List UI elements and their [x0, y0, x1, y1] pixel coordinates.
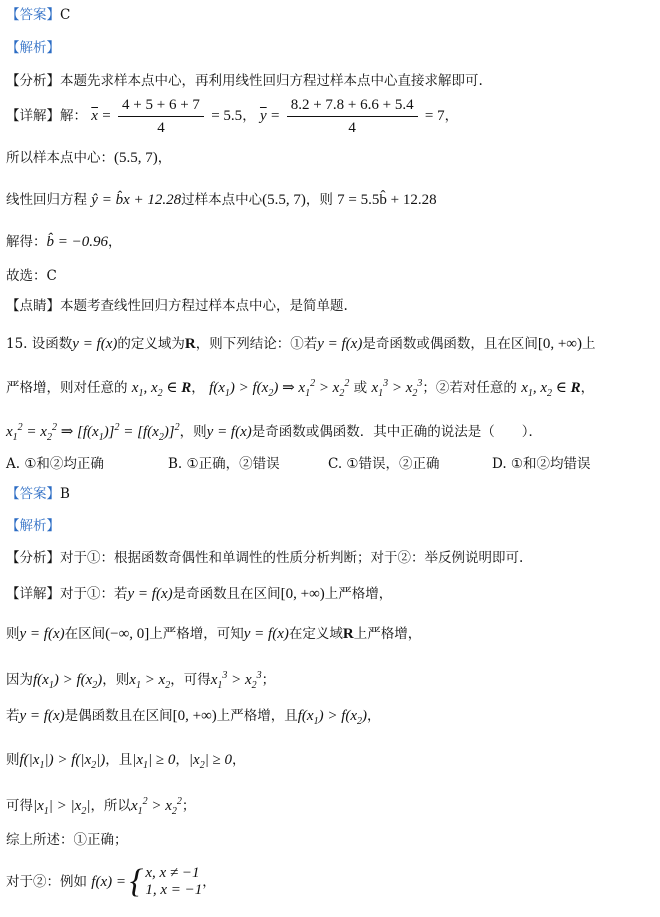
y-bar-denominator: 4	[348, 120, 356, 136]
detail-text: ，	[367, 708, 381, 724]
detail-text: ，可得	[170, 672, 211, 688]
math-inequality: $f(x_1) > f(x_2)$	[33, 672, 103, 691]
x-bar-fraction	[118, 96, 204, 137]
q14-detail-line: 【详解】解： $\overline{x}$ = $\frac{4 + 5 + 6 + 7}{4}$ = 5.5， $\overline{y}$ = $\frac{8.2 + 7.8 + 6.6 + 5.4}{4}$ = 7，	[6, 97, 459, 136]
stem-text: 上	[582, 336, 596, 352]
case-1: x, x ≠ −1	[145, 865, 200, 881]
detail-text: 上严格增，	[324, 586, 393, 602]
fenxi-text: 本题先求样本点中心，再利用线性回归方程过样本点中心直接求解即可.	[60, 73, 483, 89]
center-value: (5.5, 7)	[114, 150, 158, 166]
math-inequality: $x_1^3 > x_2^3$	[210, 670, 262, 691]
q15-detail-line-3	[6, 666, 654, 696]
detail-text: ，	[202, 874, 216, 890]
q14-choose-line	[6, 266, 654, 286]
detail-text: ，所以	[90, 798, 131, 814]
math-inequality: $x_1 > x_2$	[129, 672, 171, 691]
y-bar-fraction	[287, 96, 418, 137]
x-bar-symbol: $\overline{x}$	[91, 108, 98, 124]
analysis-tag: 【解析】	[6, 40, 60, 56]
math-fx: y = f(x)	[243, 626, 289, 642]
q15-detail-line-6	[6, 792, 654, 822]
math-interval: [0, +∞)	[172, 708, 217, 724]
stem-text: 是奇函数或偶函数．其中正确的说法是（ ）．	[251, 424, 543, 440]
math-cubes: $x_1^3 > x_2^3$	[371, 378, 423, 399]
equals-sign: =	[102, 108, 111, 124]
detail-text: 对于①：若	[60, 586, 128, 602]
stem-text: ；②若对任意的	[422, 380, 517, 396]
math-inequality: $|x_2| \ge 0$	[188, 752, 233, 771]
math-inequality: $f(x_1) > f(x_2)$	[297, 708, 368, 727]
q15-fenxi-line	[6, 548, 654, 568]
math-fx: y = f(x)	[127, 586, 173, 602]
math-fx: y = f(x)	[317, 336, 363, 352]
x-bar-denominator: 4	[157, 120, 165, 136]
center-text: 所以样本点中心：	[6, 150, 114, 166]
q15-detail-line-5	[6, 750, 654, 776]
answer-tag: 【答案】	[6, 7, 60, 23]
detail-text: ，则	[102, 672, 130, 688]
y-bar-result: = 7	[424, 108, 445, 124]
math-interval: [0, +∞)	[280, 586, 325, 602]
fenxi-text: 对于①：根据函数奇偶性和单调性的性质分析判断；对于②：举反例说明即可.	[60, 550, 524, 566]
q14-comment-line	[6, 296, 654, 316]
equals-sign: =	[270, 108, 280, 124]
stem-text: ，则	[179, 424, 207, 440]
regression-equation: ŷ = b̂x + 12.28	[91, 192, 182, 208]
detail-text: 因为	[6, 672, 33, 688]
x-bar-numerator: 4 + 5 + 6 + 7	[118, 96, 204, 117]
q14-answer-line	[6, 5, 654, 25]
detail-text: 是偶函数且在区间	[64, 708, 173, 724]
fenxi-tag: 【分析】	[6, 73, 60, 89]
option-c: C. ①错误，②正确	[328, 456, 440, 472]
math-x1x2: $x_1$, $x_2$ ∈ R	[521, 380, 581, 399]
q15-detail-line-1	[6, 584, 654, 604]
math-fx: y = f(x)	[72, 336, 118, 352]
detail-prefix: 解：	[60, 108, 87, 124]
detail-tag: 【详解】	[6, 586, 60, 602]
fenxi-tag: 【分析】	[6, 550, 60, 566]
math-inequality: $|x_1| \ge 0$	[132, 752, 176, 771]
detail-text: 上严格增，	[353, 626, 422, 642]
regression-text-b: 过样本点中心	[181, 192, 263, 208]
stem-text: 是奇函数或偶函数，且在区间	[362, 336, 538, 352]
piecewise-function	[91, 862, 202, 902]
answer-value: C	[60, 7, 71, 23]
math-square-implication: $x_1^2 = x_2^2$ ⇒ $[f(x_1)]^2 = [f(x_2)]^2$	[6, 422, 180, 443]
detail-tag: 【详解】	[6, 108, 60, 124]
stem-text: 严格增，则对任意的	[6, 380, 128, 396]
math-fx: y = f(x)	[206, 424, 252, 440]
option-a: A. ①和②均正确	[6, 456, 104, 472]
detail-text: 是奇函数且在区间	[172, 586, 281, 602]
detail-text: ；	[181, 798, 196, 814]
stem-text: ，则下列结论：①若	[195, 336, 318, 352]
comment-text: 本题考查线性回归方程过样本点中心，是简单题.	[60, 298, 348, 314]
detail-text: 若	[6, 708, 20, 724]
regression-point: (5.5, 7)	[262, 192, 306, 208]
q15-stem-line-3	[6, 418, 654, 448]
detail-text: 上严格增，可知	[149, 626, 244, 642]
q15-detail-line-8	[6, 862, 654, 902]
x-bar-result: = 5.5	[211, 108, 243, 124]
math-R: R	[342, 626, 354, 642]
q14-analysis-heading	[6, 38, 654, 58]
math-inequality: $f(|x_1|) > f(|x_2|)$	[19, 752, 106, 771]
detail-text: 综上所述：①正确；	[6, 832, 128, 848]
detail-text: ，且	[105, 752, 133, 768]
math-fx: y = f(x)	[19, 708, 65, 724]
detail-text: 则	[6, 752, 20, 768]
stem-text: 设函数	[31, 336, 73, 352]
detail-text: 在定义域	[288, 626, 343, 642]
solve-value: b̂ = −0.96	[46, 234, 108, 250]
stem-text: 或	[353, 380, 368, 396]
detail-text: ；	[261, 672, 276, 688]
math-R: R	[184, 336, 196, 352]
q15-analysis-heading	[6, 516, 654, 536]
analysis-tag: 【解析】	[6, 518, 60, 534]
math-x1x2: $x_1$, $x_2$ ∈ R	[131, 380, 192, 399]
q14-regression-line	[6, 190, 654, 210]
q15-detail-line-7	[6, 830, 654, 850]
math-interval: (−∞, 0]	[105, 626, 150, 642]
option-d: D. ①和②均错误	[492, 456, 591, 472]
comment-tag: 【点睛】	[6, 298, 60, 314]
left-brace-icon: {	[129, 863, 144, 900]
q14-solve-line: 解得：b̂ = −0.96，	[6, 234, 122, 250]
math-inequality: $|x_1| > |x_2|$	[33, 798, 91, 817]
detail-text: 在区间	[64, 626, 106, 642]
detail-text: 可得	[6, 798, 33, 814]
regression-text-a: 线性回归方程	[6, 192, 87, 208]
q15-answer-line	[6, 484, 654, 504]
q15-stem-line-1	[6, 334, 654, 354]
math-interval: [0, +∞)	[537, 336, 582, 352]
q14-fenxi-line	[6, 71, 654, 91]
option-b: B. ①正确，②错误	[168, 456, 280, 472]
question-number: 15.	[6, 336, 28, 352]
math-implication: $f(x_1) > f(x_2)$ ⇒ $x_1^2 > x_2^2$	[209, 378, 350, 399]
q15-detail-line-4	[6, 706, 654, 732]
case-2: 1, x = −1	[145, 882, 203, 898]
y-bar-numerator: 8.2 + 7.8 + 6.6 + 5.4	[287, 96, 418, 117]
y-bar-symbol: $\overline{y}$	[259, 108, 267, 124]
regression-text-c: ，则	[305, 192, 333, 208]
regression-substitution: 7 = 5.5b̂ + 12.28	[337, 192, 437, 208]
math-inequality: $x_1^2 > x_2^2$	[130, 796, 182, 817]
detail-text: 则	[6, 626, 20, 642]
math-fx: y = f(x)	[19, 626, 65, 642]
detail-text: ，	[232, 752, 246, 768]
math-fx: f(x) =	[91, 874, 130, 890]
q14-center-line: 所以样本点中心：(5.5, 7)，	[6, 150, 172, 166]
detail-text: 上严格增，且	[216, 708, 298, 724]
piecewise-cases	[145, 865, 202, 899]
stem-text: 的定义域为	[117, 336, 185, 352]
answer-tag: 【答案】	[6, 486, 60, 502]
solve-text: 解得：	[6, 234, 47, 250]
answer-value: B	[60, 486, 70, 502]
q15-detail-line-2	[6, 624, 654, 644]
detail-text: ，	[175, 752, 189, 768]
q15-stem-line-2: 严格增，则对任意的 $x_1$, $x_2$ ∈ R， $f(x_1) > f(x_2)$ ⇒ $x_1^2 > x_2^2$ 或 $x_1^3 > x_2^3$；②若对任意的 $x_1$, $x_2$ ∈ R，	[6, 378, 595, 399]
choose-text: 故选：C	[6, 268, 57, 284]
detail-text: 对于②：例如	[6, 874, 87, 890]
